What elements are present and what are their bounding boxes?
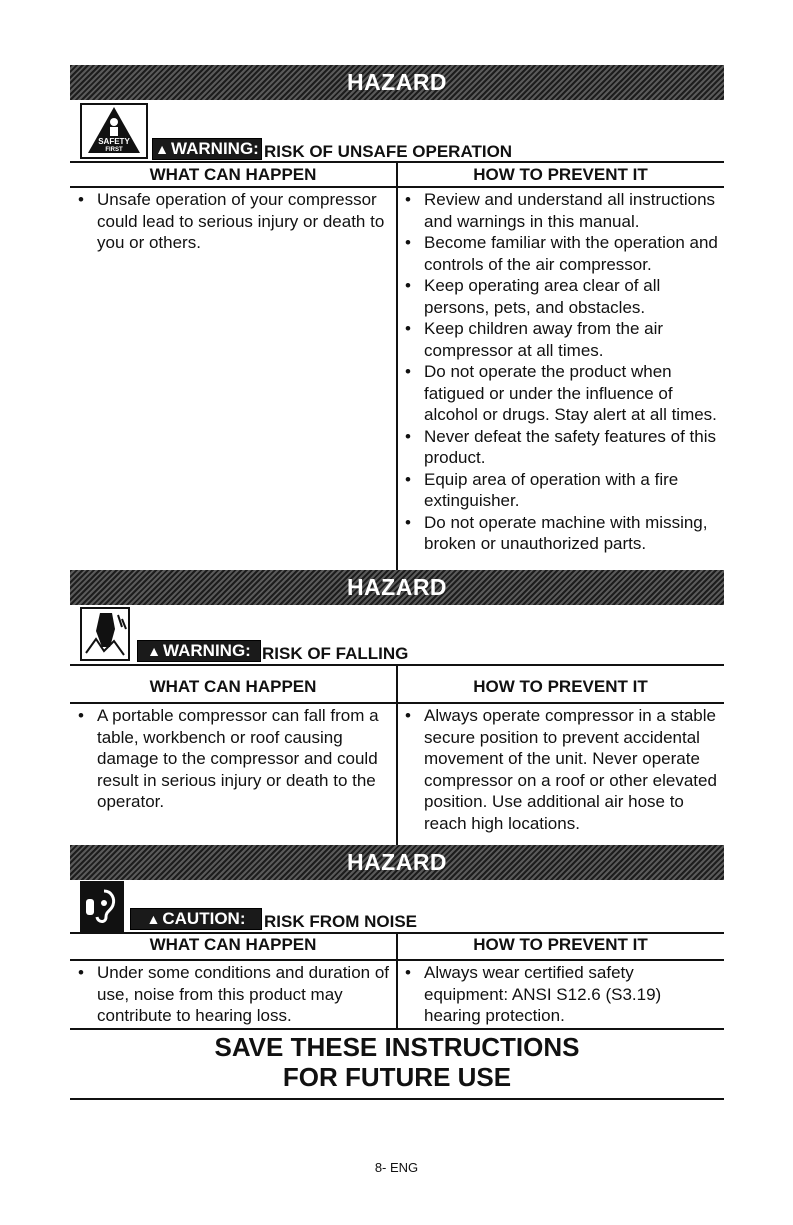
happen-list: [70, 705, 390, 813]
warning-triangle-icon: ▲: [147, 643, 162, 659]
divider: [70, 1098, 724, 1100]
divider: [70, 1028, 724, 1030]
save-instructions-line-2: FOR FUTURE USE: [282, 1062, 512, 1092]
how-to-prevent-heading: HOW TO PREVENT IT: [473, 935, 648, 954]
list-item: • Always operate compressor in a stable secure position to prevent accidental movement of the unit. Never operate compressor on a roof or other elevated position. Use additional air hose to reach high locations.: [397, 705, 719, 834]
safety-first-icon: [80, 103, 148, 159]
warning-triangle-icon: ▲: [155, 141, 170, 157]
list-item: • Never defeat the safety features of this product.: [397, 426, 719, 469]
hazard-label: HAZARD: [346, 574, 448, 600]
caution-signal-word: ▲ CAUTION:: [130, 908, 262, 930]
warning-signal-word: ▲ WARNING:: [152, 138, 262, 160]
hazard-label: HAZARD: [346, 849, 448, 875]
save-instructions-line-1: SAVE THESE INSTRUCTIONS: [214, 1032, 580, 1062]
prevent-list: [397, 189, 719, 555]
list-item: • Keep operating area clear of all persons, pets, and obstacles.: [397, 275, 719, 318]
hazard-banner: [70, 570, 724, 605]
list-item: • Do not operate the product when fatigued or under the influence of alcohol or drugs. Stay alert at all times.: [397, 361, 719, 426]
list-item: • Do not operate machine with missing, broken or unauthorized parts.: [397, 512, 719, 555]
happen-list: [70, 962, 390, 1027]
prevent-list: [397, 705, 719, 834]
list-item: • Become familiar with the operation and controls of the air compressor.: [397, 232, 719, 275]
svg-text:FIRST: FIRST: [105, 147, 123, 153]
hearing-protection-icon: [80, 881, 124, 932]
prevent-list: [397, 962, 719, 1027]
how-to-prevent-heading: HOW TO PREVENT IT: [473, 677, 648, 696]
list-item: • A portable compressor can fall from a table, workbench or roof causing damage to the compressor and could result in serious injury or death to the operator.: [70, 705, 390, 813]
risk-title: RISK FROM NOISE: [264, 912, 418, 931]
page-number: 8- ENG: [374, 1160, 419, 1175]
hazard-label: HAZARD: [346, 69, 448, 95]
list-item: • Equip area of operation with a fire extinguisher.: [397, 469, 719, 512]
happen-list: [70, 189, 390, 254]
risk-title: RISK OF UNSAFE OPERATION: [264, 142, 513, 161]
risk-title: RISK OF FALLING: [262, 644, 409, 663]
how-to-prevent-heading: HOW TO PREVENT IT: [473, 165, 648, 184]
list-item: • Keep children away from the air compressor at all times.: [397, 318, 719, 361]
warning-triangle-icon: ▲: [146, 911, 161, 927]
hazard-banner: [70, 65, 724, 100]
what-can-happen-heading: WHAT CAN HAPPEN: [149, 677, 317, 696]
what-can-happen-heading: WHAT CAN HAPPEN: [149, 935, 317, 954]
list-item: • Always wear certified safety equipment: ANSI S12.6 (S3.19) hearing protection.: [397, 962, 719, 1027]
list-item: • Review and understand all instructions and warnings in this manual.: [397, 189, 719, 232]
hazard-banner: [70, 845, 724, 880]
list-item: • Unsafe operation of your compressor could lead to serious injury or death to you or others.: [70, 189, 390, 254]
list-item: • Under some conditions and duration of use, noise from this product may contribute to hearing loss.: [70, 962, 390, 1027]
svg-text:SAFETY: SAFETY: [98, 137, 130, 146]
what-can-happen-heading: WHAT CAN HAPPEN: [149, 165, 317, 184]
warning-signal-word: ▲ WARNING:: [137, 640, 261, 662]
falling-hazard-icon: [80, 607, 130, 661]
